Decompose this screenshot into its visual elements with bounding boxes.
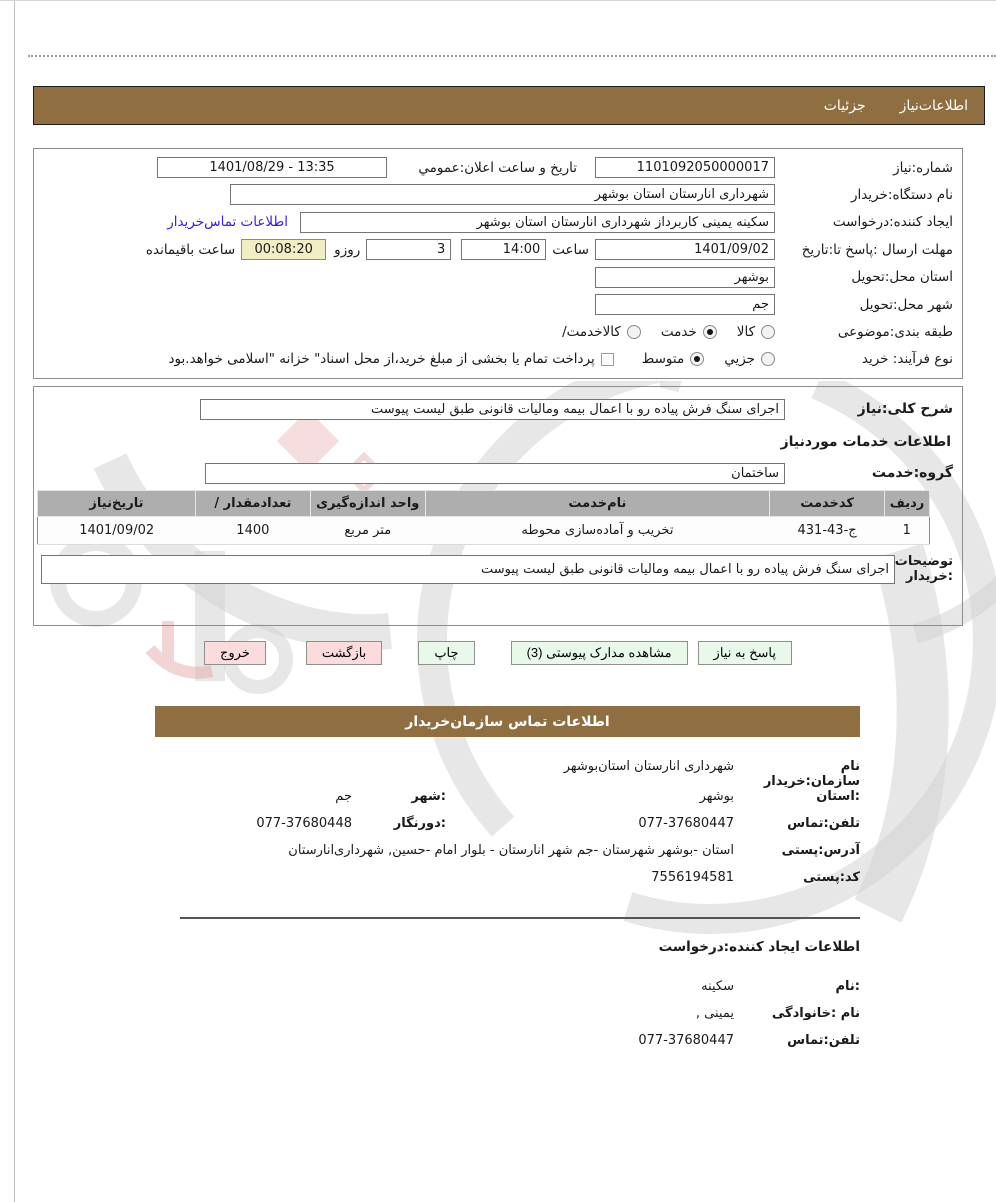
contact-province-label: :استان [816,789,860,804]
postal-code-row [155,870,860,897]
buyer-contact-link[interactable]: اطلاعات تماس‌خریدار [167,214,288,231]
required-services-header: اطلاعات خدمات موردنیاز [780,434,951,450]
remaining-days-field[interactable] [366,239,451,260]
postal-code-number: 7556194581 [651,870,734,885]
buyer-name-value: شهرداری انارستان استان بوشهر [594,187,769,203]
address-row [155,843,860,870]
delivery-province-value: بوشهر [734,269,769,285]
classification-row [43,320,953,345]
radio-goods-services[interactable] [627,325,641,339]
buyer-notes-label-line2: :خریدار [906,568,953,584]
contact-city-value: جم [335,789,352,804]
action-buttons-row [33,641,963,665]
process-type-label: نوع فرآیند: خرید [861,351,953,368]
contact-phone-number: 077-37680447 [638,816,734,831]
request-creator-label: ایجاد کننده:درخواست [832,214,953,231]
deadline-row [43,237,953,262]
request-creator-section [155,939,860,1060]
buyer-name-row [43,182,953,207]
province-city-row [155,789,860,816]
delivery-city-value: جم [752,297,769,313]
countdown-value: 00:08:20 [254,242,313,258]
creator-name-label: :نام [835,979,860,994]
announce-label: تاریخ و ساعت اعلان:عمومي [418,159,577,176]
delivery-province-field[interactable] [595,267,775,288]
need-number-value: 1101092050000017 [636,160,769,175]
radio-goods-services-label: کالاخدمت/ [562,324,621,341]
contact-fax-number: 077-37680448 [256,816,352,831]
buyer-notes-label-line1: توضیحات [894,554,953,569]
contact-city-label: :شهر [411,789,446,804]
delivery-city-label: شهر محل:تحویل [859,296,953,313]
process-type-row [43,347,953,372]
postal-address-label: آدرس:پستی [781,843,860,858]
buyer-notes-label [895,555,953,585]
col-header-code: کدخدمت [770,491,885,517]
radio-service-label: خدمت [660,324,697,341]
print-button[interactable]: چاپ [418,641,474,665]
treasury-checkbox[interactable] [601,353,614,366]
remaining-days-value: 3 [436,242,446,258]
days-label: روزو [334,241,361,258]
buyer-contact-header-bar [155,706,860,737]
tab-details[interactable]: جزئیات [823,97,866,114]
delivery-city-field[interactable] [595,294,775,315]
section-divider-line [180,917,860,919]
request-creator-value: سکینه یمینی کاربرداز شهرداری انارستان استان بوشهر [476,214,769,230]
announce-datetime-value: 1401/08/29 - 13:35 [209,160,335,175]
delivery-city-row [43,292,953,317]
need-summary-section [33,148,963,379]
service-group-row [43,460,953,486]
creator-family-label: نام :خانوادگی [771,1006,860,1021]
postal-address-value: استان -بوشهر شهرستان -جم شهر انارستان - بلوار امام -حسین, شهرداری‌انارستان [288,843,734,858]
radio-medium-label: متوسط [641,351,685,368]
radio-goods-label: کالا [736,324,755,341]
deadline-hour-value: 14:00 [502,242,541,258]
table-row [38,517,930,545]
deadline-hour-field[interactable] [461,239,546,260]
back-button[interactable]: بازگشت [306,641,382,665]
postal-code-label: کد:پستی [803,870,860,885]
service-group-value: ساختمان [731,465,779,481]
col-header-row: ردیف [885,491,930,517]
cell-need-date: 1401/09/02 [38,517,196,545]
announce-datetime-field[interactable] [157,157,387,178]
phone-fax-row [155,816,860,843]
left-border-rule [14,1,15,1202]
buyer-name-field[interactable] [230,184,775,205]
buyer-contact-section [155,759,860,897]
buyer-notes-field[interactable] [41,555,895,584]
postal-code-value [446,870,748,885]
deadline-label: مهلت ارسال :پاسخ تا:تاریخ [801,241,953,258]
need-number-label: شماره:نیاز [893,159,953,176]
need-description-value: اجرای سنگ فرش پیاده رو با اعمال بیمه ومالیات قانونی طبق لیست پیوست [371,401,779,417]
contact-province-value: بوشهر [699,789,734,804]
creator-family-row [155,1006,860,1033]
col-header-unit: واحد اندازه‌گیری [310,491,425,517]
radio-goods[interactable] [761,325,775,339]
deadline-date-field[interactable] [595,239,775,260]
contact-fax-label: :دورنگار [393,816,446,831]
service-group-label: گروه:خدمت [871,465,953,481]
org-name-value: شهرداری انارستان استان‌بوشهر [563,759,734,774]
request-creator-field[interactable] [300,212,775,233]
cell-row-number: 1 [885,517,930,545]
col-header-need-date: تاریخ‌نیاز [38,491,196,517]
exit-button[interactable]: خروج [204,641,266,665]
request-creator-row [43,210,953,235]
contact-phone-label: تلفن:تماس [787,816,860,831]
creator-family-value: یمینی , [695,1006,734,1021]
view-attached-docs-button[interactable]: مشاهده مدارک پیوستی (3) [511,641,688,665]
deadline-hour-label: ساعت [552,241,589,258]
services-table [37,490,930,545]
tab-need-info[interactable]: اطلاعات‌نیاز [899,97,968,114]
radio-medium[interactable] [690,352,704,366]
org-name-label: نام سازمان:خریدار [763,759,860,789]
creator-phone-label: تلفن:تماس [787,1033,860,1048]
contact-phone-value [446,816,748,831]
deadline-date-value: 1401/09/02 [694,242,769,258]
remaining-hours-label: ساعت باقیمانده [145,241,236,258]
creator-phone-row [155,1033,860,1060]
radio-minor[interactable] [761,352,775,366]
creator-phone-value [446,1033,748,1048]
treasury-checkbox-label: پرداخت تمام یا بخشی از مبلغ خرید،از محل اسناد" خزانه "اسلامی خواهد.بود [168,351,595,368]
cell-service-name: تخریب و آماده‌سازی محوطه [425,517,769,545]
creator-name-value: سکینه [701,979,734,994]
cell-quantity: 1400 [195,517,310,545]
buyer-notes-value: اجرای سنگ فرش پیاده رو با اعمال بیمه ومالیات قانونی طبق لیست پیوست [481,562,889,578]
cell-service-code: ج-43-431 [770,517,885,545]
col-header-quantity: تعدادمقدار / [195,491,310,517]
creator-name-row [155,979,860,1006]
contact-fax-value [216,816,366,831]
respond-to-need-button[interactable]: پاسخ به نیاز [698,641,792,665]
need-number-row [43,155,953,180]
cell-unit: متر مربع [310,517,425,545]
request-creator-header: اطلاعات ایجاد کننده:درخواست [658,939,860,955]
buyer-contact-header-title: اطلاعات تماس سازمان‌خریدار [405,713,610,730]
services-table-header [38,491,930,517]
org-name-row [155,759,860,789]
top-dotted-divider [28,55,996,57]
service-group-field[interactable] [205,463,785,484]
col-header-name: نام‌خدمت [425,491,769,517]
top-title-bar [33,86,985,125]
radio-minor-label: جزیي [724,351,755,368]
need-description-row [43,396,953,422]
radio-service[interactable] [703,325,717,339]
buyer-notes-row [43,555,953,585]
countdown-timer [241,239,326,260]
classification-label: طبقه بندی:موضوعی [837,324,953,341]
need-description-field[interactable] [200,399,785,420]
need-detail-section [33,386,963,626]
buyer-name-label: نام دستگاه:خریدار [850,186,953,203]
delivery-province-label: استان محل:تحویل [851,269,953,286]
delivery-province-row [43,265,953,290]
need-number-field[interactable] [595,157,775,178]
need-description-label: شرح کلی:نیاز [857,401,953,417]
creator-phone-number: 077-37680447 [638,1033,734,1048]
